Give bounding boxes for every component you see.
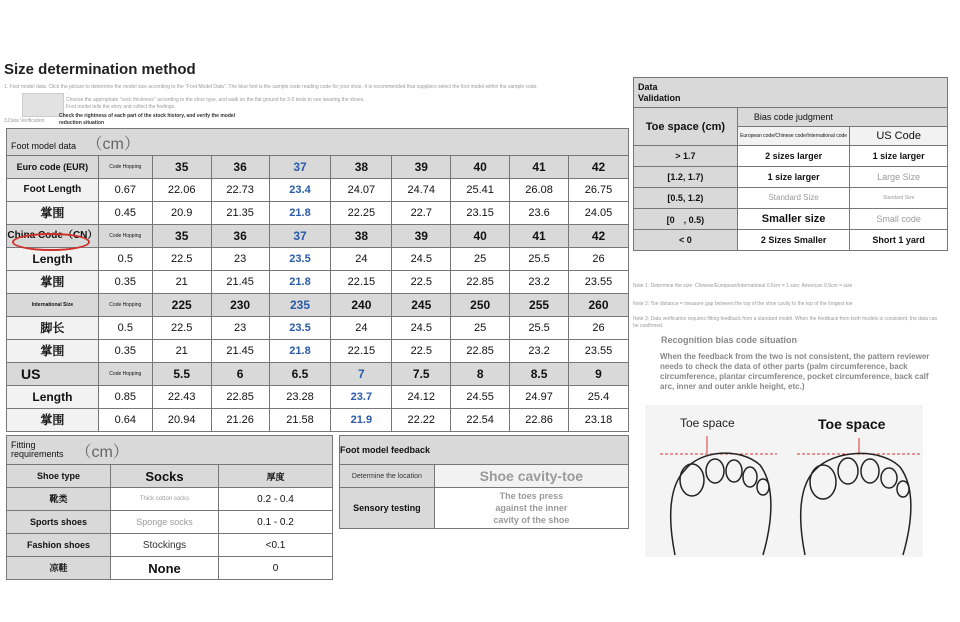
increment-value: 0.35 xyxy=(98,271,152,294)
measure-cell: 22.5 xyxy=(392,340,451,363)
size-cell: 41 xyxy=(510,156,569,179)
intro-image-placeholder xyxy=(22,93,64,117)
foot-model-row xyxy=(7,248,629,271)
measure-cell: 22.85 xyxy=(211,386,269,409)
foot-model-row xyxy=(7,363,629,386)
measure-cell: 21.35 xyxy=(211,202,269,225)
measure-cell: 21.58 xyxy=(269,409,331,432)
fitting-socks: Sponge socks xyxy=(111,511,219,534)
size-cell: 38 xyxy=(331,225,392,248)
fitting-col-socks: Socks xyxy=(111,465,219,488)
fitting-shoe-type: 靴类 xyxy=(7,488,111,511)
measure-cell: 24.55 xyxy=(451,386,510,409)
size-cell: 250 xyxy=(451,294,510,317)
size-cell: 35 xyxy=(152,156,211,179)
feedback-header: Foot model feedback xyxy=(340,436,629,465)
us-judgment: Short 1 yard xyxy=(850,230,948,251)
size-cell: 230 xyxy=(211,294,269,317)
measure-cell: 21.26 xyxy=(211,409,269,432)
us-judgment: Small code xyxy=(850,209,948,230)
size-cell: 37 xyxy=(269,225,331,248)
size-cell: 40 xyxy=(451,156,510,179)
toe-space-range: > 1.7 xyxy=(634,146,738,167)
measure-cell: 22.43 xyxy=(152,386,211,409)
foot-model-row-label: China Code（CN） xyxy=(7,225,99,248)
eu-cn-judgment: 2 sizes larger xyxy=(737,146,850,167)
measure-cell: 21.45 xyxy=(211,340,269,363)
measure-cell: 24 xyxy=(331,317,392,340)
validation-toe-space-label: Toe space (cm) xyxy=(634,108,738,146)
size-cell: 6.5 xyxy=(269,363,331,386)
fitting-row xyxy=(7,488,333,511)
measure-cell: 22.5 xyxy=(392,271,451,294)
size-cell: 9 xyxy=(569,363,629,386)
foot-model-row xyxy=(7,386,629,409)
eu-cn-judgment: 2 Sizes Smaller xyxy=(737,230,850,251)
validation-row xyxy=(634,209,948,230)
toe-space-range: [1.2, 1.7) xyxy=(634,167,738,188)
size-cell: 235 xyxy=(269,294,331,317)
foot-model-row xyxy=(7,271,629,294)
size-cell: 8 xyxy=(451,363,510,386)
size-cell: 42 xyxy=(569,156,629,179)
increment-value: 0.85 xyxy=(98,386,152,409)
size-cell: 39 xyxy=(392,225,451,248)
measure-cell: 23 xyxy=(211,317,269,340)
size-cell: 38 xyxy=(331,156,392,179)
fitting-header-label: Fitting requirements xyxy=(11,440,64,459)
foot-model-row xyxy=(7,340,629,363)
measure-cell: 24.5 xyxy=(392,248,451,271)
toe-space-range: < 0 xyxy=(634,230,738,251)
measure-cell: 22.25 xyxy=(331,202,392,225)
foot-model-row xyxy=(7,294,629,317)
size-cell: 42 xyxy=(569,225,629,248)
foot-model-row-label: 掌围 xyxy=(7,271,99,294)
toe-space-range: [0.5, 1.2) xyxy=(634,188,738,209)
fitting-requirements-table xyxy=(6,435,333,580)
measure-cell: 22.15 xyxy=(331,340,392,363)
measure-cell: 26 xyxy=(569,248,629,271)
feedback-sensory-label: Sensory testing xyxy=(340,488,435,529)
measure-cell: 26 xyxy=(569,317,629,340)
measure-cell: 22.85 xyxy=(451,340,510,363)
measure-cell: 22.06 xyxy=(152,179,211,202)
size-cell: 245 xyxy=(392,294,451,317)
measure-cell: 22.54 xyxy=(451,409,510,432)
eu-cn-judgment: Smaller size xyxy=(737,209,850,230)
foot-model-row-label: Length xyxy=(7,386,99,409)
us-judgment: Standard Size xyxy=(850,188,948,209)
foot-model-row-label: International Size xyxy=(7,294,99,317)
size-cell: 6 xyxy=(211,363,269,386)
measure-cell: 23.55 xyxy=(569,340,629,363)
feedback-sensory-value: The toes press against the inner cavity of the shoe xyxy=(434,488,628,529)
foot-model-row-label: 掌围 xyxy=(7,340,99,363)
validation-header xyxy=(634,78,948,108)
increment-value: 0.45 xyxy=(98,202,152,225)
measure-cell: 23.7 xyxy=(331,386,392,409)
foot-model-row-label: Euro code (EUR) xyxy=(7,156,99,179)
code-hopping-label: Code Hopping xyxy=(98,294,152,317)
measure-cell: 21.9 xyxy=(331,409,392,432)
measure-cell: 21 xyxy=(152,271,211,294)
size-cell: 39 xyxy=(392,156,451,179)
validation-note-2: Note 2: Toe distance = measure gap between the top of the shoe cavity to the top of the longest toe xyxy=(633,301,853,307)
fitting-socks: Thick cotton socks xyxy=(111,488,219,511)
validation-eu-cn-label: European code/Chinese code/International code xyxy=(737,127,850,146)
measure-cell: 22.7 xyxy=(392,202,451,225)
fitting-unit: （cm） xyxy=(75,443,129,461)
measure-cell: 21.8 xyxy=(269,202,331,225)
fitting-thickness: <0.1 xyxy=(219,534,333,557)
measure-cell: 25.5 xyxy=(510,317,569,340)
foot-model-row-label: 掌围 xyxy=(7,202,99,225)
data-validation-table xyxy=(633,77,948,251)
eu-cn-judgment: Standard Size xyxy=(737,188,850,209)
toe-space-illustration xyxy=(645,405,923,557)
measure-cell: 23.4 xyxy=(269,179,331,202)
intro-step-3: Check the rightness of each part of the stock history, and verify the model reduction situation xyxy=(59,113,236,126)
toe-space-label-left: Toe space xyxy=(680,416,735,430)
increment-value: 0.64 xyxy=(98,409,152,432)
size-cell: 225 xyxy=(152,294,211,317)
measure-cell: 24.05 xyxy=(569,202,629,225)
feedback-location-value: Shoe cavity-toe xyxy=(434,465,628,488)
measure-cell: 24.74 xyxy=(392,179,451,202)
measure-cell: 23.2 xyxy=(510,340,569,363)
measure-cell: 25 xyxy=(451,248,510,271)
foot-model-header-label: Foot model data xyxy=(11,140,77,151)
foot-model-row-label: 脚长 xyxy=(7,317,99,340)
us-judgment: 1 size larger xyxy=(850,146,948,167)
measure-cell: 24.5 xyxy=(392,317,451,340)
intro-notes xyxy=(4,84,538,126)
increment-value: 0.35 xyxy=(98,340,152,363)
fitting-row xyxy=(7,511,333,534)
size-cell: 40 xyxy=(451,225,510,248)
measure-cell: 21.8 xyxy=(269,271,331,294)
size-cell: 7.5 xyxy=(392,363,451,386)
size-cell: 36 xyxy=(211,156,269,179)
measure-cell: 20.94 xyxy=(152,409,211,432)
fitting-shoe-type: Sports shoes xyxy=(7,511,111,534)
fitting-shoe-type: 凉鞋 xyxy=(7,557,111,580)
intro-line-1: 1. Foot model data: Click the picture to determine the model size according to the "Foot Model Data". The blue font is the sample code reading code for your shoe. It is recommended that suppliers select the foot model within the sample code. xyxy=(4,84,538,90)
page-title: Size determination method xyxy=(4,61,196,78)
fitting-thickness: 0.1 - 0.2 xyxy=(219,511,333,534)
measure-cell: 23.6 xyxy=(510,202,569,225)
measure-cell: 21 xyxy=(152,340,211,363)
foot-model-row xyxy=(7,156,629,179)
foot-model-row-label: Length xyxy=(7,248,99,271)
fitting-thickness: 0.2 - 0.4 xyxy=(219,488,333,511)
feet-drawing xyxy=(645,405,923,557)
measure-cell: 20.9 xyxy=(152,202,211,225)
increment-value: 0.67 xyxy=(98,179,152,202)
validation-row xyxy=(634,167,948,188)
intro-step-2: Choose the appropriate "sock thickness" according to the shoe type, and walk on the flat ground for 3-5 tests to see wearing the shoes. xyxy=(66,97,365,103)
feedback-location-label: Determine the location xyxy=(340,465,435,488)
foot-model-row-label: 掌围 xyxy=(7,409,99,432)
code-hopping-label: Code Hopping xyxy=(98,225,152,248)
intro-step-2b: Foot model tells the story and collect the feelings. xyxy=(66,104,176,110)
fitting-row xyxy=(7,557,333,580)
measure-cell: 22.5 xyxy=(152,248,211,271)
fitting-shoe-type: Fashion shoes xyxy=(7,534,111,557)
validation-note-1: Note 1: Determine the size: Chinese/European/International 0.5cm = 1 size; American 0.5cm = size xyxy=(633,283,853,289)
measure-cell: 22.86 xyxy=(510,409,569,432)
measure-cell: 26.08 xyxy=(510,179,569,202)
size-cell: 260 xyxy=(569,294,629,317)
validation-header-label: Data Validation xyxy=(638,81,681,103)
fitting-row xyxy=(7,534,333,557)
validation-bias-label: Bias code judgment xyxy=(737,108,947,127)
measure-cell: 24.07 xyxy=(331,179,392,202)
intro-step-3-label: 3.Data Verification xyxy=(4,118,45,124)
measure-cell: 24.12 xyxy=(392,386,451,409)
fitting-header xyxy=(7,436,333,465)
foot-model-row-label: Foot Length xyxy=(7,179,99,202)
measure-cell: 22.73 xyxy=(211,179,269,202)
fitting-socks: Stockings xyxy=(111,534,219,557)
foot-model-row-label: US xyxy=(7,363,99,386)
fitting-thickness: 0 xyxy=(219,557,333,580)
foot-model-unit: （cm） xyxy=(86,135,140,153)
code-hopping-label: Code Hopping xyxy=(98,156,152,179)
measure-cell: 25.41 xyxy=(451,179,510,202)
measure-cell: 23.28 xyxy=(269,386,331,409)
size-cell: 255 xyxy=(510,294,569,317)
us-judgment: Large Size xyxy=(850,167,948,188)
eu-cn-judgment: 1 size larger xyxy=(737,167,850,188)
size-cell: 5.5 xyxy=(152,363,211,386)
size-cell: 36 xyxy=(211,225,269,248)
validation-row xyxy=(634,146,948,167)
measure-cell: 22.15 xyxy=(331,271,392,294)
toe-space-range: [0 , 0.5) xyxy=(634,209,738,230)
validation-row xyxy=(634,230,948,251)
measure-cell: 24 xyxy=(331,248,392,271)
foot-model-row xyxy=(7,179,629,202)
foot-model-row xyxy=(7,225,629,248)
foot-model-row xyxy=(7,409,629,432)
foot-model-header xyxy=(7,129,629,156)
measure-cell: 21.8 xyxy=(269,340,331,363)
code-hopping-label: Code Hopping xyxy=(98,363,152,386)
measure-cell: 23.5 xyxy=(269,248,331,271)
measure-cell: 25.5 xyxy=(510,248,569,271)
validation-us-label: US Code xyxy=(850,127,948,146)
measure-cell: 25.4 xyxy=(569,386,629,409)
recognition-body: When the feedback from the two is not consistent, the pattern reviewer needs to check the data of other parts (palm circumference, back circumference, plantar circumference, pocket circumference, back calf arc, inner and outer ankle height, etc.) xyxy=(660,352,930,391)
measure-cell: 23.15 xyxy=(451,202,510,225)
measure-cell: 22.85 xyxy=(451,271,510,294)
fitting-col-shoe-type: Shoe type xyxy=(7,465,111,488)
foot-model-row xyxy=(7,317,629,340)
size-cell: 41 xyxy=(510,225,569,248)
increment-value: 0.5 xyxy=(98,248,152,271)
measure-cell: 22.22 xyxy=(392,409,451,432)
measure-cell: 23.55 xyxy=(569,271,629,294)
toe-space-label-right: Toe space xyxy=(818,416,886,432)
measure-cell: 23 xyxy=(211,248,269,271)
measure-cell: 21.45 xyxy=(211,271,269,294)
size-cell: 240 xyxy=(331,294,392,317)
fitting-socks: None xyxy=(111,557,219,580)
size-cell: 35 xyxy=(152,225,211,248)
measure-cell: 25 xyxy=(451,317,510,340)
fitting-col-thickness: 厚度 xyxy=(219,465,333,488)
measure-cell: 23.2 xyxy=(510,271,569,294)
size-cell: 7 xyxy=(331,363,392,386)
measure-cell: 22.5 xyxy=(152,317,211,340)
validation-note-3: Note 3: Data verification requires fitting feedback from a standard model. When the feedback from both models is consistent, the data can be confirmed. xyxy=(633,316,938,329)
measure-cell: 23.18 xyxy=(569,409,629,432)
validation-row xyxy=(634,188,948,209)
foot-model-feedback-table xyxy=(339,435,629,529)
measure-cell: 24.97 xyxy=(510,386,569,409)
foot-model-table xyxy=(6,128,629,432)
measure-cell: 23.5 xyxy=(269,317,331,340)
measure-cell: 26.75 xyxy=(569,179,629,202)
recognition-title: Recognition bias code situation xyxy=(661,335,798,345)
foot-model-row xyxy=(7,202,629,225)
size-cell: 8.5 xyxy=(510,363,569,386)
increment-value: 0.5 xyxy=(98,317,152,340)
size-cell: 37 xyxy=(269,156,331,179)
